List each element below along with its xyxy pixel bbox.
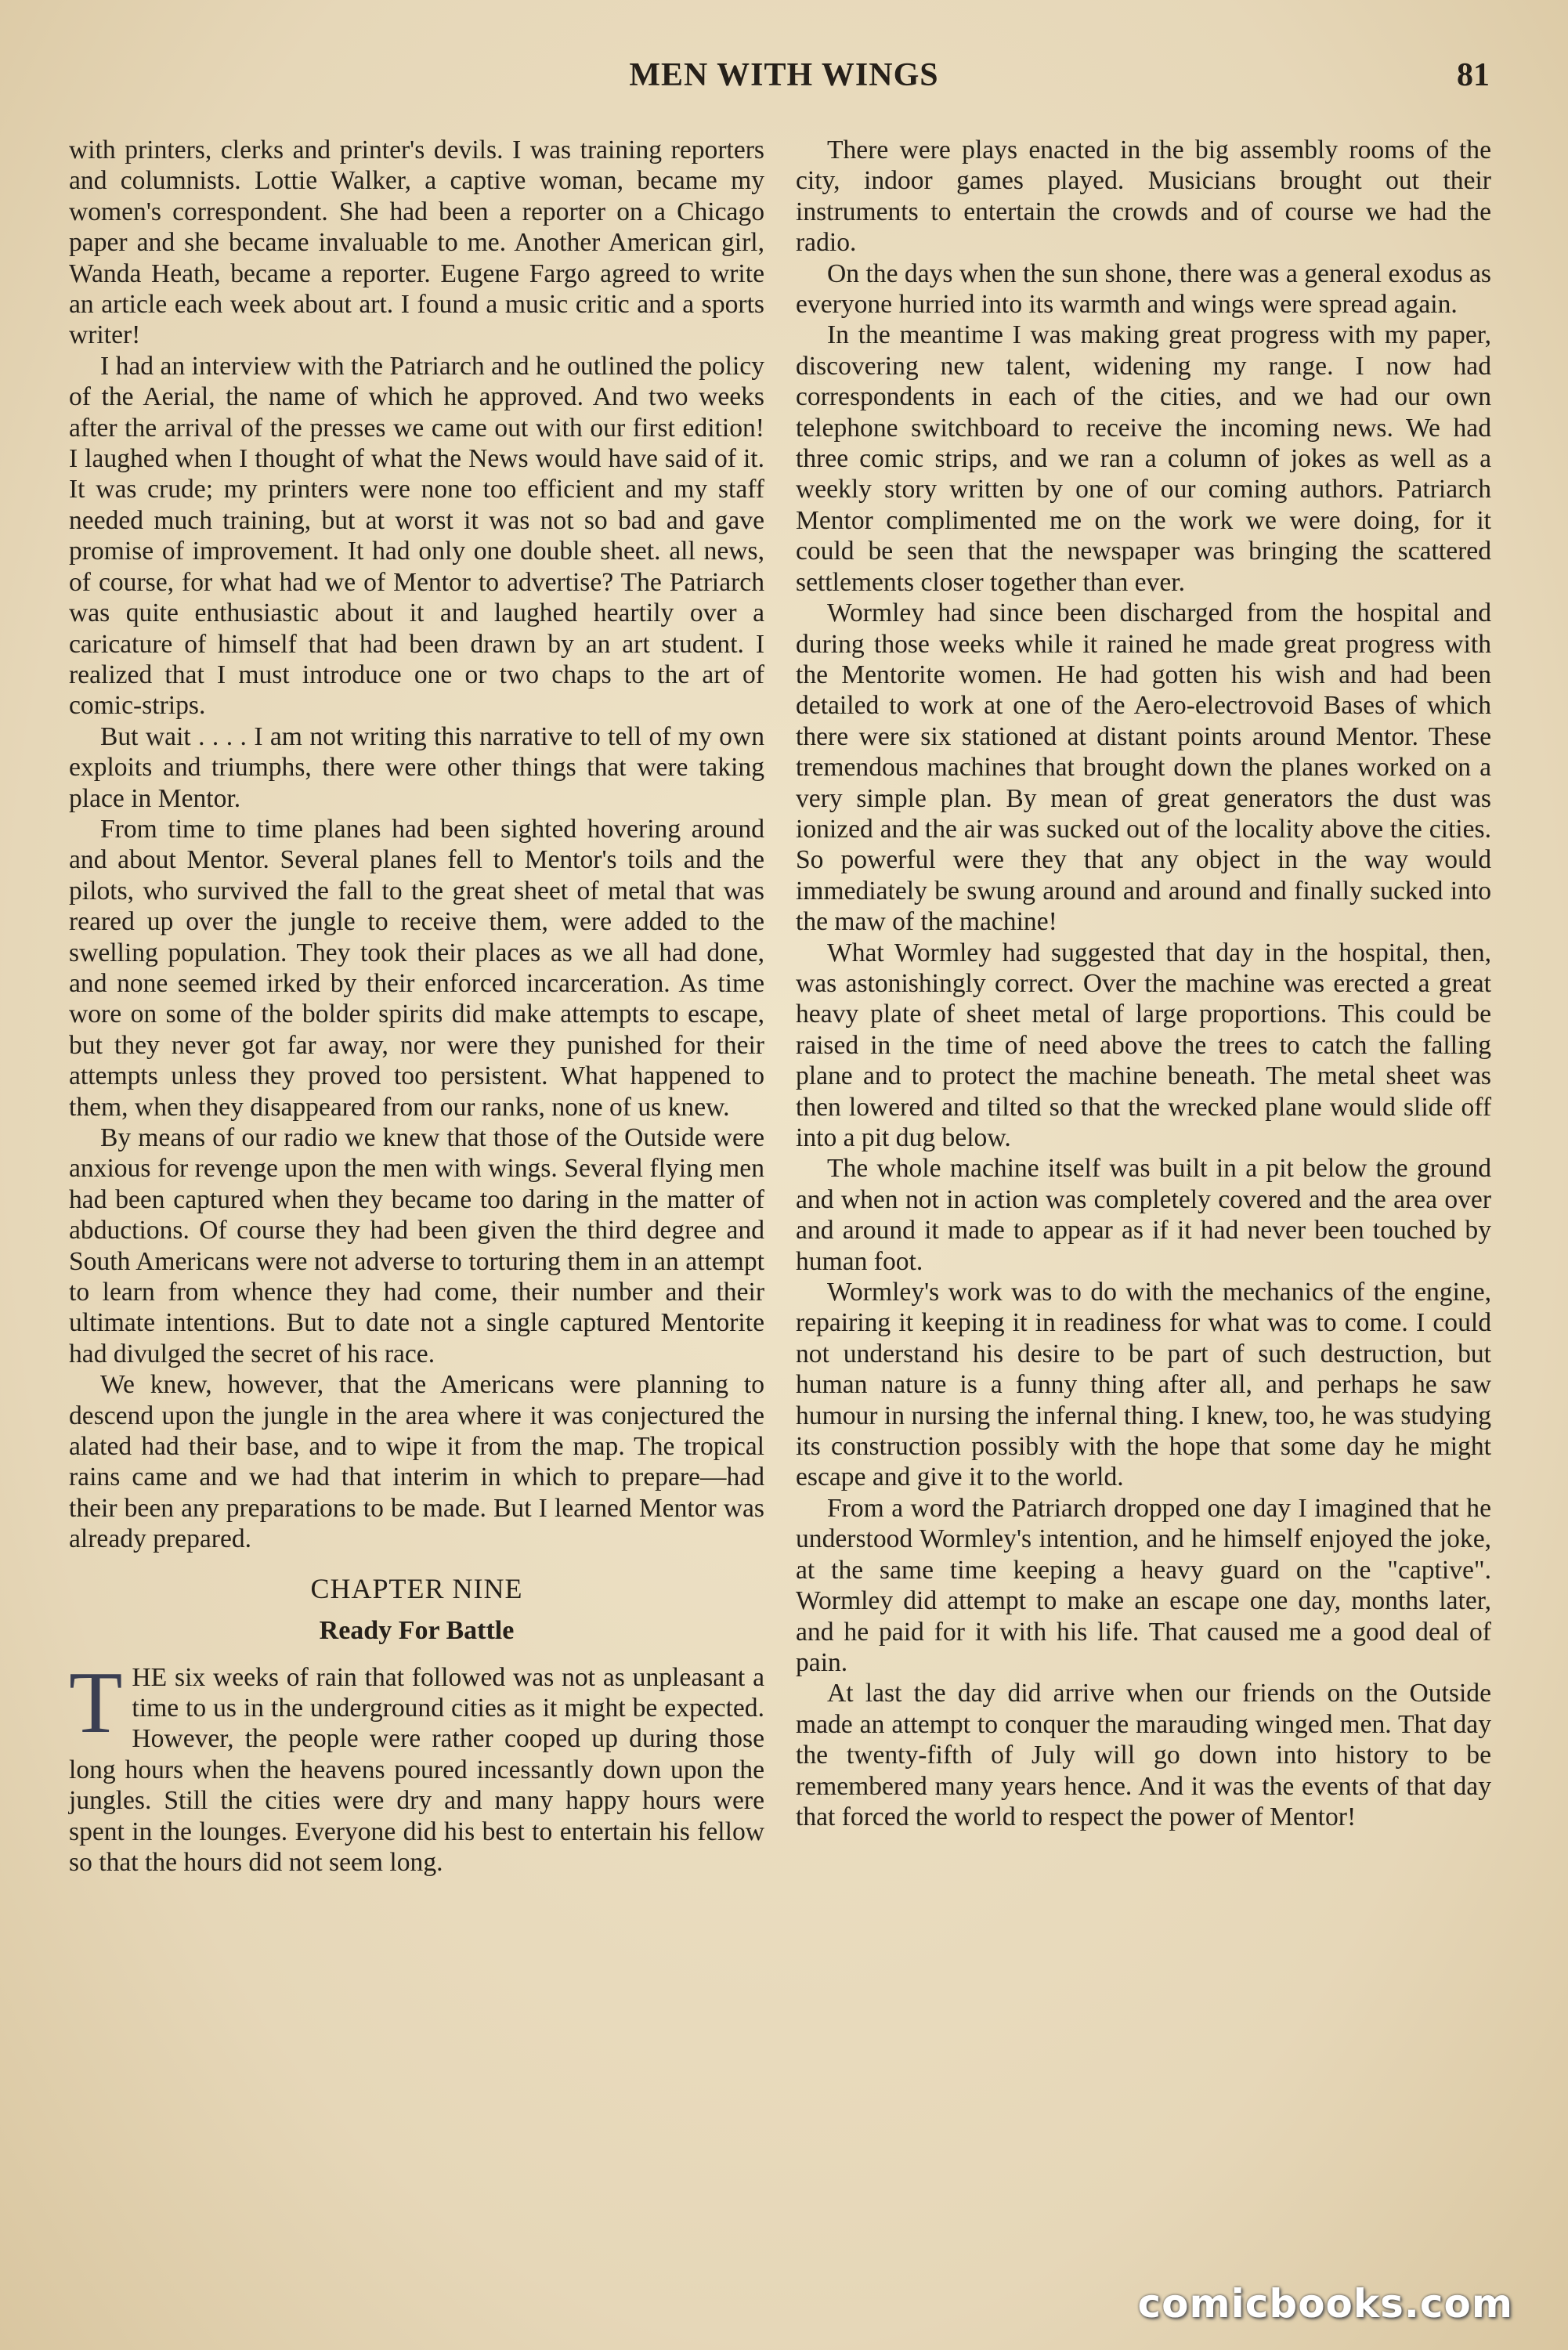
paragraph: From a word the Patriarch dropped one day I imagined that he understood Wormley's intention, and he himself enjoyed the joke, at the same time keeping a heavy guard on the "captive". Wormley did attempt to make an escape one day, months later, and he paid for it with his life. That caused me a good deal of pain. bbox=[796, 1493, 1491, 1677]
paragraph: From time to time planes had been sighted hovering around and about Mentor. Several planes fell to Mentor's toils and the pilots, who survived the fall to the great sheet of metal that was reared up over the jungle to receive them, were added to the swelling population. They took their places as we all had done, and none seemed irked by their enforced incarceration. As time wore on some of the bolder spirits did make attempts to escape, but they never got far away, nor were they punished for their attempts unless they proved too persistent. What happened to them, when they disappeared from our ranks, none of us knew. bbox=[69, 814, 764, 1122]
paragraph: By means of our radio we knew that those of the Outside were anxious for revenge upon the men with wings. Several flying men had been captured when they became too daring in the matter of abductions. Of course they had been given the third degree and South Americans were not adverse to torturing them in an attempt to learn from whence they had come, their number and their ultimate intentions. But to date not a single captured Mentorite had divulged the secret of his race. bbox=[69, 1123, 764, 1368]
paragraph: In the meantime I was making great progress with my paper, discovering new talent, widening my range. I now had correspondents in each of the cities, and we had our own telephone switchboard to receive the incoming news. We had three comic strips, and we ran a column of jokes as well as a weekly story written by one of our coming authors. Patriarch Mentor complimented me on the work we were doing, for it could be seen that the newspaper was bringing the scattered settlements closer together than ever. bbox=[796, 320, 1491, 597]
chapter-opening-text: HE six weeks of rain that followed was not as unpleasant a time to us in the underground cities as it might be expected. However, the people were rather cooped up during those long hours when the heavens poured incessantly down upon the jungles. Still the cities were dry and many happy hours were spent in the lounges. Everyone did his best to entertain his fellow so that the hours did not seem long. bbox=[69, 1662, 764, 1877]
chapter-opening-paragraph bbox=[69, 1654, 764, 1878]
paragraph: I had an interview with the Patriarch and he outlined the policy of the Aerial, the name of which he approved. And two weeks after the arrival of the presses we came out with our first edition! I laughed when I thought of what the News would have said of it. It was crude; my printers were none too efficient and my staff needed much training, but at worst it was not so bad and gave promise of improvement. It had only one double sheet. all news, of course, for what had we of Mentor to advertise? The Patriarch was quite enthusiastic about it and laughed heartily over a caricature of himself that had been drawn by an art student. I realized that I must introduce one or two chaps to the art of comic-strips. bbox=[69, 351, 764, 721]
running-title: MEN WITH WINGS bbox=[629, 57, 939, 93]
chapter-title: Ready For Battle bbox=[319, 1616, 515, 1646]
drop-cap: T bbox=[69, 1654, 123, 1752]
paragraph: We knew, however, that the Americans were planning to descend upon the jungle in the area where it was conjectured the alated had their base, and to wipe it from the map. The tropical rains came and we had that interim in which to prepare—had their been any preparations to be made. But I learned Mentor was already prepared. bbox=[69, 1370, 764, 1554]
chapter-number: CHAPTER NINE bbox=[310, 1572, 523, 1604]
paragraph: with printers, clerks and printer's devils. I was training reporters and columnists. Lottie Walker, a captive woman, became my women's correspondent. She had been a reporter on a Chicago paper and she became invaluable to me. Another American girl, Wanda Heath, became a reporter. Eugene Fargo agreed to write an article each week about art. I found a music critic and a sports writer! bbox=[69, 136, 764, 350]
paragraph: On the days when the sun shone, there was a general exodus as everyone hurried into its warmth and wings were spread again. bbox=[796, 258, 1491, 320]
left-column bbox=[69, 135, 764, 1878]
running-head bbox=[0, 56, 1568, 111]
paragraph: But wait . . . . I am not writing this narrative to tell of my own exploits and triumphs, there were other things that were taking place in Mentor. bbox=[69, 721, 764, 813]
paragraph: Wormley's work was to do with the mechanics of the engine, repairing it keeping it in readiness for what was to come. I could not understand his desire to be part of such destruction, but human nature is a funny thing after all, and perhaps he saw humour in nursing the infernal thing. I knew, too, he was studying its construction possibly with the hope that some day he might escape and give it to the world. bbox=[796, 1278, 1491, 1492]
page-number: 81 bbox=[1457, 57, 1490, 93]
right-column bbox=[796, 135, 1491, 1832]
paragraph: There were plays enacted in the big assembly rooms of the city, indoor games played. Musicians brought out their instruments to entertain the crowds and of course we had the radio. bbox=[796, 136, 1491, 258]
paragraph: At last the day did arrive when our friends on the Outside made an attempt to conquer the marauding winged men. That day the twenty-fifth of July will go down into history to be remembered many years hence. And it was the events of that day that forced the world to respect the power of Mentor! bbox=[796, 1679, 1491, 1831]
paragraph: Wormley had since been discharged from the hospital and during those weeks while it rained he made great progress with the Mentorite women. He had gotten his wish and had been detailed to work at one of the Aero-electrovoid Bases of which there were six stationed at distant points around Mentor. These tremendous machines that brought down the planes worked on a very simple plan. By mean of great generators the dust was ionized and the air was sucked out of the locality above the cities. So powerful were they that any object in the way would immediately be swung around and around and finally sucked into the maw of the machine! bbox=[796, 598, 1491, 937]
site-watermark: comicbooks.com bbox=[1137, 2281, 1513, 2326]
paragraph: What Wormley had suggested that day in the hospital, then, was astonishingly correct. Over the machine was erected a great heavy plate of sheet metal of large proportions. This could be raised in the time of need above the trees to catch the falling plane and to protect the machine beneath. The metal sheet was then lowered and tilted so that the wrecked plane would slide off into a pit dug below. bbox=[796, 938, 1491, 1152]
paragraph: The whole machine itself was built in a pit below the ground and when not in action was completely covered and the area over and around it made to appear as if it had never been touched by human foot. bbox=[796, 1154, 1491, 1276]
